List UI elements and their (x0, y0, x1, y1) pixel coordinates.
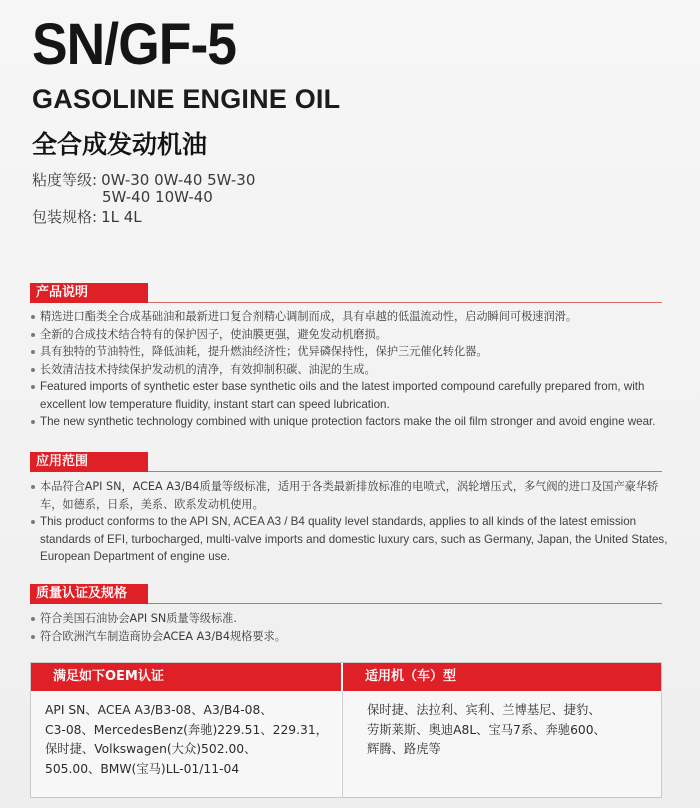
certification-list (30, 610, 670, 645)
list-item: Featured imports of synthetic ester base synthetic oils and the latest imported compound carefully prepared from, with excellent low temperature fluidity, instant start can speed lubrication. (30, 378, 670, 413)
section-header-certification: 质量认证及规格 (30, 584, 148, 604)
viscosity-values-2: 5W-40 10W-40 (102, 188, 213, 206)
list-item: 长效清洁技术持续保护发动机的清净，有效抑制积碳、油泥的生成。 (30, 361, 670, 379)
list-item: C3-08、MercedesBenz(奔驰)229.51、229.31， (45, 722, 328, 737)
applicable-vehicles-header: 适用机（车）型 (343, 663, 661, 691)
product-name-cn: 全合成发动机油 (32, 130, 208, 159)
list-item: 精选进口酯类全合成基础油和最新进口复合剂精心调制而成，具有卓越的低温流动性，启动瞬间可极速润滑。 (30, 308, 670, 326)
oem-approvals-list (45, 701, 335, 779)
list-item: The new synthetic technology combined with unique protection factors make the oil film stronger and avoid engine wear. (30, 413, 670, 431)
section-rule (148, 603, 662, 604)
list-item: 符合欧洲汽车制造商协会ACEA A3/B4规格要求。 (30, 628, 670, 646)
list-item: 本品符合API SN，ACEA A3/B4质量等级标准，适用于各类最新排放标准的电喷式，涡轮增压式，多气阀的进口及国产豪华轿车，如德系，日系，美系、欧系发动机使用。 (30, 478, 670, 513)
package-spec (32, 210, 142, 225)
list-item: 劳斯莱斯、奥迪A8L、宝马7系、奔驰600、 (367, 722, 606, 737)
list-item: 具有独特的节油特性，降低油耗，提升燃油经济性；优异磷保持性，保护三元催化转化器。 (30, 343, 670, 361)
product-type: GASOLINE ENGINE OIL (32, 84, 341, 114)
product-code: SN/GF-5 (32, 12, 237, 77)
viscosity-grades-cont (98, 190, 213, 205)
package-label: 包装规格: (32, 208, 98, 226)
applicable-vehicles-list (367, 701, 647, 760)
package-values: 1L 4L (101, 208, 142, 226)
list-item: This product conforms to the API SN, ACEA A3 / B4 quality level standards, applies to all kinds of the latest emission standards of EFI, turbocharged, multi-valve imports and domestic luxury cars, such as Germany, Japan, the United States, European Department of engine use. (30, 513, 670, 566)
oem-table (30, 662, 662, 798)
viscosity-grades (32, 173, 255, 188)
section-rule (148, 471, 662, 472)
list-item: 辉腾、路虎等 (367, 742, 441, 756)
oem-approvals-header: 满足如下OEM认证 (31, 663, 341, 691)
list-item: 全新的合成技术结合特有的保护因子，使油膜更强，避免发动机磨损。 (30, 326, 670, 344)
list-item: 保时捷、Volkswagen(大众)502.00、 (45, 742, 257, 756)
list-item: 保时捷、法拉利、宾利、兰博基尼、捷豹、 (367, 703, 601, 717)
application-list (30, 478, 670, 566)
list-item: 505.00、BMW(宝马)LL-01/11-04 (45, 761, 240, 776)
list-item: 符合美国石油协会API SN质量等级标准. (30, 610, 670, 628)
description-list (30, 308, 670, 431)
column-divider (341, 663, 343, 797)
section-header-application: 应用范围 (30, 452, 148, 472)
section-header-description: 产品说明 (30, 283, 148, 303)
viscosity-label: 粘度等级: (32, 171, 98, 189)
viscosity-values-1: 0W-30 0W-40 5W-30 (101, 171, 256, 189)
list-item: API SN、ACEA A3/B3-08、A3/B4-08、 (45, 703, 273, 717)
section-rule (148, 302, 662, 303)
